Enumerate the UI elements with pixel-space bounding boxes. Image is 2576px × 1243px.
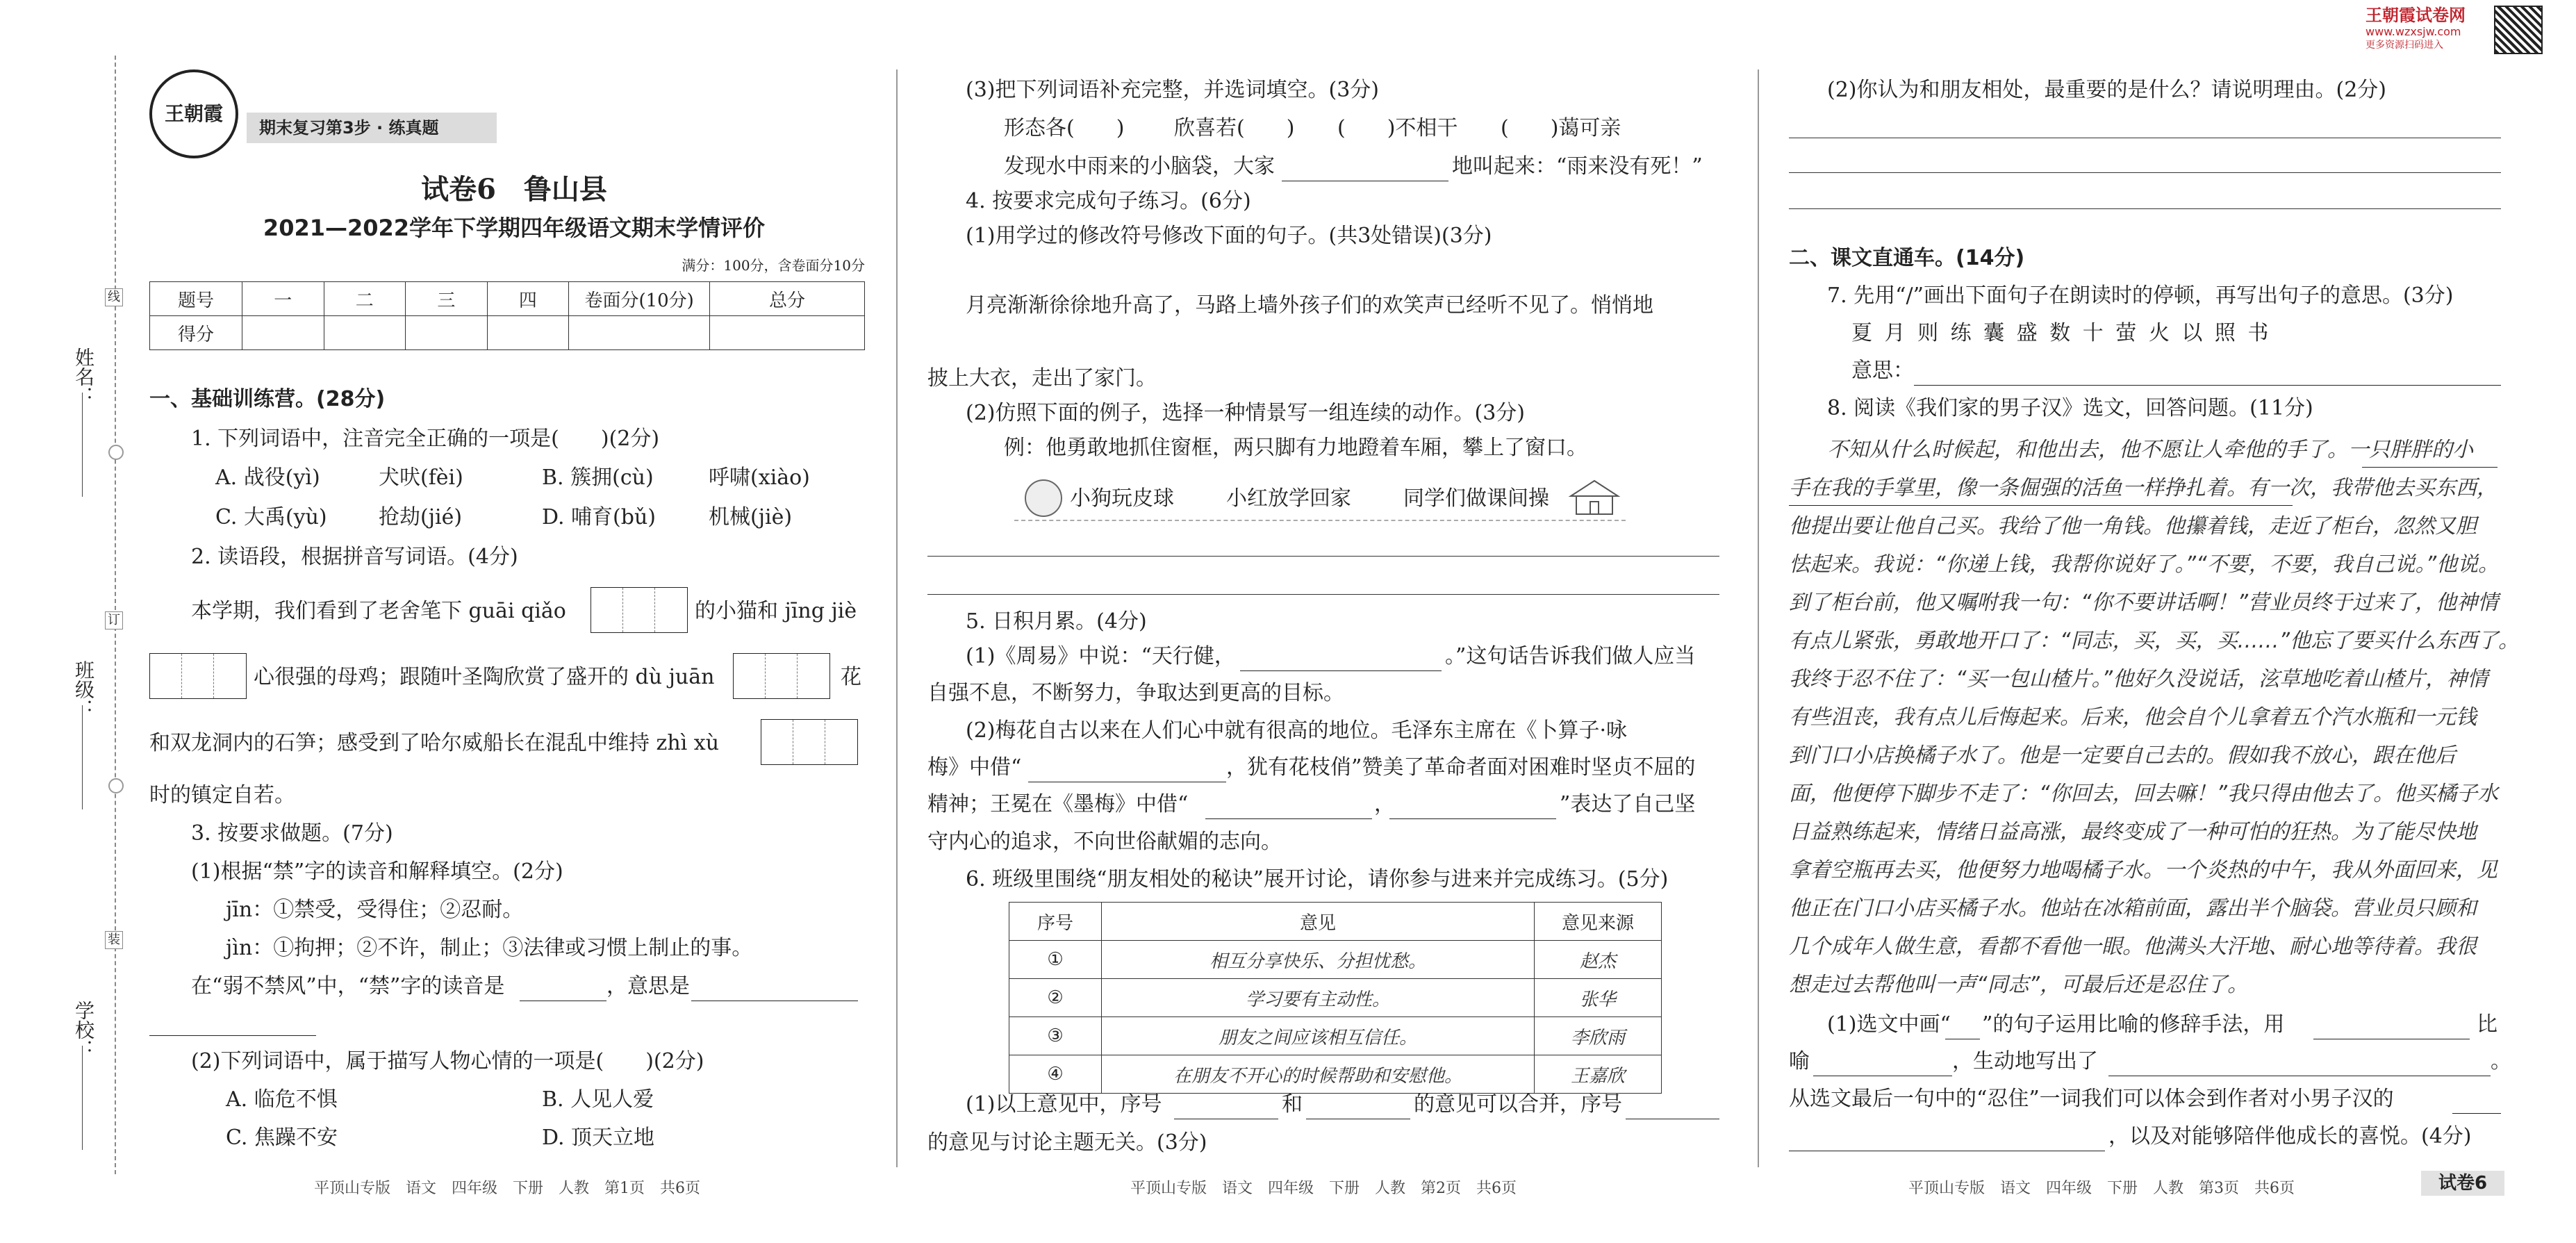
section-heading: 一、基础训练营。(28分)	[149, 387, 386, 411]
question-6-2: (2)你认为和朋友相处，最重要的是什么？请说明理由。(2分)	[1827, 78, 2386, 102]
question-4-2: (2)仿照下面的例子，选择一种情景写一组连续的动作。(3分)	[966, 401, 1525, 425]
scenario-option[interactable]: 小狗玩皮球	[1070, 486, 1174, 511]
answer-blank[interactable]	[1389, 799, 1556, 819]
question-5: 5. 日积月累。(4分)	[966, 609, 1147, 634]
q6-1-text: 和	[1282, 1092, 1303, 1117]
table-row	[1009, 1055, 1662, 1094]
q4-1-sentence: 披上大衣，走出了家门。	[927, 366, 1157, 390]
passage-line: 到了柜台前，他又嘱咐我一句：“你不要讲话啊！”营业员终于过来了，他神情	[1789, 591, 2499, 615]
score-header: 一	[242, 282, 324, 316]
q5-text: ，	[1374, 792, 1395, 816]
column-divider	[1758, 69, 1759, 1167]
q5-text: 自强不息，不断努力，争取达到更高的目标。	[927, 681, 1344, 705]
score-header: 二	[324, 282, 406, 316]
answer-blank[interactable]	[2313, 1019, 2470, 1039]
page-footer: 平顶山专版 语文 四年级 下册 人教 第1页 共6页	[314, 1180, 700, 1197]
simile-underline	[2362, 467, 2497, 468]
passage-line: 到门口小店换橘子水了。他是一定要自己去的。假如我不放心，跟在他后	[1789, 743, 2456, 768]
answer-blank[interactable]	[1813, 1056, 1952, 1076]
section-heading: 二、课文直通车。(14分)	[1789, 246, 2025, 270]
answer-blank[interactable]	[1282, 161, 1448, 181]
house-icon	[1567, 478, 1622, 517]
answer-blank[interactable]	[1174, 1099, 1278, 1119]
binding-hole	[108, 445, 124, 460]
word-fill[interactable]: 欣喜若( )	[1174, 116, 1295, 140]
scenario-option[interactable]: 同学们做课间操	[1403, 486, 1549, 511]
score-cell[interactable]	[406, 316, 488, 350]
binding-seal: 线	[105, 288, 123, 306]
q5-text: 精神；王冕在《墨梅》中借“	[927, 792, 1189, 816]
q5-text: (2)梅花自古以来在人们心中就有很高的地位。毛泽东主席在《卜算子·咏	[966, 718, 1628, 743]
q1-option-d2: 机械(jiè)	[709, 505, 793, 529]
passage-line: 怯起来。我说：“你递上钱，我帮你说好了。”“不要，不要，我自己说。”他说。	[1789, 552, 2500, 577]
answer-blank[interactable]	[1306, 1099, 1410, 1119]
opinion-header: 意见来源	[1535, 903, 1662, 941]
q8-1-text: 从选文最后一句中的“忍住”一词我们可以体会到作者对小男子汉的	[1789, 1087, 2394, 1111]
q1-option-b2: 呼啸(xiào)	[709, 466, 810, 490]
q8-1-text: 。	[2491, 1049, 2511, 1073]
q4-1-sentence: 月亮渐渐徐徐地升高了，马路上墙外孩子们的欢笑声已经听不见了。悄悄地	[966, 293, 1653, 318]
binding-school-label: 学校：	[72, 1001, 95, 1059]
q1-option-d[interactable]: D. 哺育(bǔ)	[542, 505, 656, 529]
column-divider	[896, 69, 898, 1167]
score-cell[interactable]	[569, 316, 710, 350]
stage-banner: 期末复习第3步 · 练真题	[247, 113, 497, 143]
question-3-1: (1)根据“禁”字的读音和解释填空。(2分)	[191, 859, 563, 884]
corner-url: www.wzxsjw.com	[2366, 25, 2461, 38]
q3-2-option-a[interactable]: A. 临危不惧	[226, 1087, 338, 1112]
paper-subtitle: 2021—2022学年下学期四年级语文期末学情评价	[263, 215, 766, 241]
passage-line: 拿着空瓶再去买，他便努力地喝橘子水。一个炎热的中午，我从外面回来，见	[1789, 858, 2497, 882]
jin-definition: jìn：①拘押；②不许，制止；③法律或习惯上制止的事。	[226, 936, 753, 960]
answer-blank[interactable]	[1240, 651, 1442, 671]
question-4: 4. 按要求完成句子练习。(6分)	[966, 189, 1251, 213]
score-header: 题号	[150, 282, 242, 316]
question-8: 8. 阅读《我们家的男子汉》选文，回答问题。(11分)	[1827, 396, 2313, 420]
word-fill[interactable]: 形态各( )	[1004, 116, 1125, 140]
score-row-label: 得分	[150, 316, 242, 350]
binding-seal: 订	[105, 611, 123, 629]
word-fill[interactable]: ( )不相干	[1337, 116, 1458, 140]
opinion-no: ④	[1009, 1055, 1102, 1094]
q2-text: 时的镇定自若。	[149, 783, 295, 807]
q5-text: (1)《周易》中说：“天行健，	[966, 644, 1235, 668]
passage-line: 面，他便停下脚步不走了：“你回去，回去嘛！”我只得由他去了。他买橘子水	[1789, 782, 2499, 806]
q8-1-text: (1)选文中画“	[1827, 1012, 1951, 1037]
opinion-source: 李欣雨	[1535, 1017, 1662, 1055]
q8-1-text: 喻	[1789, 1049, 1810, 1073]
answer-blank[interactable]	[691, 981, 858, 1001]
opinion-table	[1009, 902, 1662, 1094]
opinion-source: 赵杰	[1535, 941, 1662, 979]
q5-text: 守内心的追求，不向世俗献媚的志向。	[927, 830, 1282, 854]
binding-name-label: 姓名：	[72, 347, 95, 406]
score-cell[interactable]	[324, 316, 406, 350]
q8-1-text: ”的句子运用比喻的修辞手法，用	[1982, 1012, 2285, 1037]
opinion-header: 序号	[1009, 903, 1102, 941]
q7-sentence: 夏 月 则 练 囊 盛 数 十 萤 火 以 照 书	[1851, 321, 2272, 345]
q3-2-option-c[interactable]: C. 焦躁不安	[226, 1126, 338, 1150]
score-header: 总分	[710, 282, 865, 316]
answer-line[interactable]	[1789, 172, 2501, 173]
q2-text: 和双龙洞内的石笋；感受到了哈尔威船长在混乱中维持 zhì xù	[149, 731, 720, 755]
q3-3-sentence: 发现水中雨来的小脑袋，大家	[1004, 154, 1275, 179]
q1-option-a[interactable]: A. 战役(yì)	[215, 466, 320, 490]
corner-site-name: 王朝霞试卷网	[2366, 6, 2466, 25]
opinion-text: 学习要有主动性。	[1102, 979, 1535, 1017]
question-4-1: (1)用学过的修改符号修改下面的句子。(共3处错误)(3分)	[966, 224, 1492, 248]
score-cell[interactable]	[487, 316, 569, 350]
passage-line: 有些沮丧，我有点儿后悔起来。后来，他会自个儿拿着五个汽水瓶和一元钱	[1789, 705, 2477, 730]
answer-blank[interactable]	[520, 981, 606, 1001]
opinion-text: 在朋友不开心的时候帮助和安慰他。	[1102, 1055, 1535, 1094]
passage-line: 他正在门口小店买橘子水。他站在冰箱前面，露出半个脑袋。营业员只顾和	[1789, 896, 2477, 921]
q6-1-text: 的意见可以合并，序号	[1414, 1092, 1622, 1117]
passage-line: 有点儿紧张，勇敢地开口了：“同志，买，买，买……”他忘了要买什么东西了。	[1789, 629, 2520, 653]
score-table	[149, 281, 865, 350]
q5-text: ”表达了自己坚	[1560, 792, 1696, 816]
binding-school-line	[82, 1046, 83, 1150]
paper-tag: 试卷6	[2421, 1171, 2504, 1196]
binding-class-line	[82, 705, 83, 809]
q5-text: 。”这句话告诉我们做人应当	[1445, 644, 1696, 668]
q4-2-example: 例：他勇敢地抓住窗框，两只脚有力地蹬着车厢，攀上了窗口。	[1004, 436, 1587, 460]
opinion-no: ②	[1009, 979, 1102, 1017]
jin-definition: jīn：①禁受，受得住；②忍耐。	[226, 898, 524, 922]
table-row	[1009, 979, 1662, 1017]
opinion-text: 朋友之间应该相互信任。	[1102, 1017, 1535, 1055]
score-note: 满分：100分，含卷面分10分	[682, 257, 865, 274]
passage-line: 他提出要让他自己买。我给了他一角钱。他攥着钱，走近了柜台，忽然又胆	[1789, 514, 2477, 538]
answer-blank[interactable]	[1205, 799, 1372, 819]
score-header: 三	[406, 282, 488, 316]
answer-blank[interactable]	[1789, 1131, 2105, 1151]
question-3-3: (3)把下列词语补充完整，并选词填空。(3分)	[966, 78, 1379, 102]
answer-blank[interactable]	[149, 1016, 316, 1036]
opinion-source: 张华	[1535, 979, 1662, 1017]
answer-blank[interactable]	[2108, 1056, 2491, 1076]
scenario-option[interactable]: 小红放学回家	[1226, 486, 1351, 511]
brand-logo: 王朝霞	[149, 69, 238, 158]
q8-1-text: ，生动地写出了	[1952, 1049, 2098, 1073]
answer-blank[interactable]	[2452, 1094, 2501, 1114]
answer-blank[interactable]	[1914, 365, 2501, 386]
underline-sample	[1945, 1019, 1980, 1039]
page-footer: 平顶山专版 语文 四年级 下册 人教 第2页 共6页	[1130, 1180, 1517, 1197]
score-header: 卷面分(10分)	[569, 282, 710, 316]
q2-text: 心很强的母鸡；跟随叶圣陶欣赏了盛开的 dù juān	[254, 665, 715, 689]
question-2: 2. 读语段，根据拼音写词语。(4分)	[191, 545, 518, 569]
paper-title: 试卷6 鲁山县	[421, 173, 607, 206]
q6-1-text: 的意见与讨论主题无关。(3分)	[927, 1130, 1207, 1155]
table-row	[1009, 1017, 1662, 1055]
pinyin-box[interactable]	[591, 587, 688, 633]
answer-line[interactable]	[927, 556, 1719, 557]
table-row	[1009, 941, 1662, 979]
question-6: 6. 班级里围绕“朋友相处的秘诀”展开讨论，请你参与进来并完成练习。(5分)	[966, 867, 1669, 891]
binding-name-line	[82, 393, 83, 497]
q5-text: ，犹有花枝俏”赞美了革命者面对困难时坚贞不屈的	[1226, 755, 1696, 780]
q2-text: 花	[841, 665, 861, 689]
q1-option-c2: 抢劫(jié)	[379, 505, 463, 529]
passage-line: 日益熟练起来，情绪日益高涨，最终变成了一种可怕的狂热。为了能尽快地	[1789, 820, 2477, 844]
q5-text: 梅》中借“	[927, 755, 1022, 780]
q3-fill-text: 在“弱不禁风”中，“禁”字的读音是	[191, 974, 505, 998]
answer-blank[interactable]	[1028, 762, 1226, 782]
answer-line[interactable]	[1789, 208, 2501, 209]
q2-text: 本学期，我们看到了老舍笔下 guāi qiǎo	[191, 599, 566, 623]
pinyin-box[interactable]	[761, 719, 858, 765]
binding-seal: 装	[105, 931, 123, 949]
passage-line: 不知从什么时候起，和他出去，他不愿让人牵他的手了。一只胖胖的小	[1827, 438, 2473, 462]
question-7: 7. 先用“/”画出下面句子在朗读时的停顿，再写出句子的意思。(3分)	[1827, 283, 2454, 308]
score-cell[interactable]	[242, 316, 324, 350]
question-1: 1. 下列词语中，注音完全正确的一项是( )(2分)	[191, 427, 660, 451]
opinion-no: ③	[1009, 1017, 1102, 1055]
score-cell[interactable]	[710, 316, 865, 350]
opinion-header: 意见	[1102, 903, 1535, 941]
question-3-2: (2)下列词语中，属于描写人物心情的一项是( )(2分)	[191, 1049, 704, 1073]
score-header: 四	[487, 282, 569, 316]
binding-class-label: 班级：	[72, 660, 95, 718]
passage-line: 想走过去帮他叫一声“同志”，可最后还是忍住了。	[1789, 973, 2249, 997]
q3-2-option-b[interactable]: B. 人见人爱	[542, 1087, 654, 1112]
q3-2-option-d[interactable]: D. 顶天立地	[542, 1126, 655, 1150]
simile-underline	[1789, 505, 2293, 506]
q7-meaning-label: 意思：	[1851, 359, 1914, 383]
binding-hole	[108, 778, 124, 793]
scenario-underline	[1014, 520, 1626, 521]
opinion-text: 相互分享快乐、分担忧愁。	[1102, 941, 1535, 979]
q1-option-b[interactable]: B. 簇拥(cù)	[542, 466, 654, 490]
pinyin-box[interactable]	[149, 653, 247, 699]
reading-passage	[1789, 431, 2520, 1004]
q1-option-c[interactable]: C. 大禹(yù)	[215, 505, 327, 529]
answer-line[interactable]	[927, 594, 1719, 595]
q8-1-text: ，以及对能够陪伴他成长的喜悦。(4分)	[2108, 1124, 2472, 1149]
passage-line: 几个成年人做生意，看都不看他一眼。他满头大汗地、耐心地等待着。我很	[1789, 935, 2477, 959]
passage-line: 我终于忍不住了：“买一包山楂片。”他好久没说话，泫草地吃着山楂片，神情	[1789, 667, 2488, 691]
qr-code-icon[interactable]	[2494, 6, 2543, 54]
q2-text: 的小猫和 jīng jiè	[695, 599, 857, 623]
q8-1-text: 比	[2477, 1012, 2497, 1037]
word-fill[interactable]: ( )蔼可亲	[1501, 116, 1621, 140]
pinyin-box[interactable]	[733, 653, 830, 699]
opinion-source: 王嘉欣	[1535, 1055, 1662, 1094]
q3-3-sentence: 地叫起来：“雨来没有死！”	[1452, 154, 1703, 179]
dog-icon	[1025, 479, 1062, 517]
question-3: 3. 按要求做题。(7分)	[191, 821, 393, 846]
opinion-no: ①	[1009, 941, 1102, 979]
q3-fill-text: ，意思是	[606, 974, 690, 998]
passage-line: 手在我的手掌里，像一条倔强的活鱼一样挣扎着。有一次，我带他去买东西，	[1789, 476, 2497, 500]
q1-option-a2: 犬吠(fèi)	[379, 466, 463, 490]
page-footer: 平顶山专版 语文 四年级 下册 人教 第3页 共6页	[1908, 1180, 2295, 1197]
corner-note: 更多资源扫码进入	[2366, 40, 2443, 51]
answer-blank[interactable]	[1626, 1099, 1719, 1119]
q6-1-text: (1)以上意见中，序号	[966, 1092, 1162, 1117]
